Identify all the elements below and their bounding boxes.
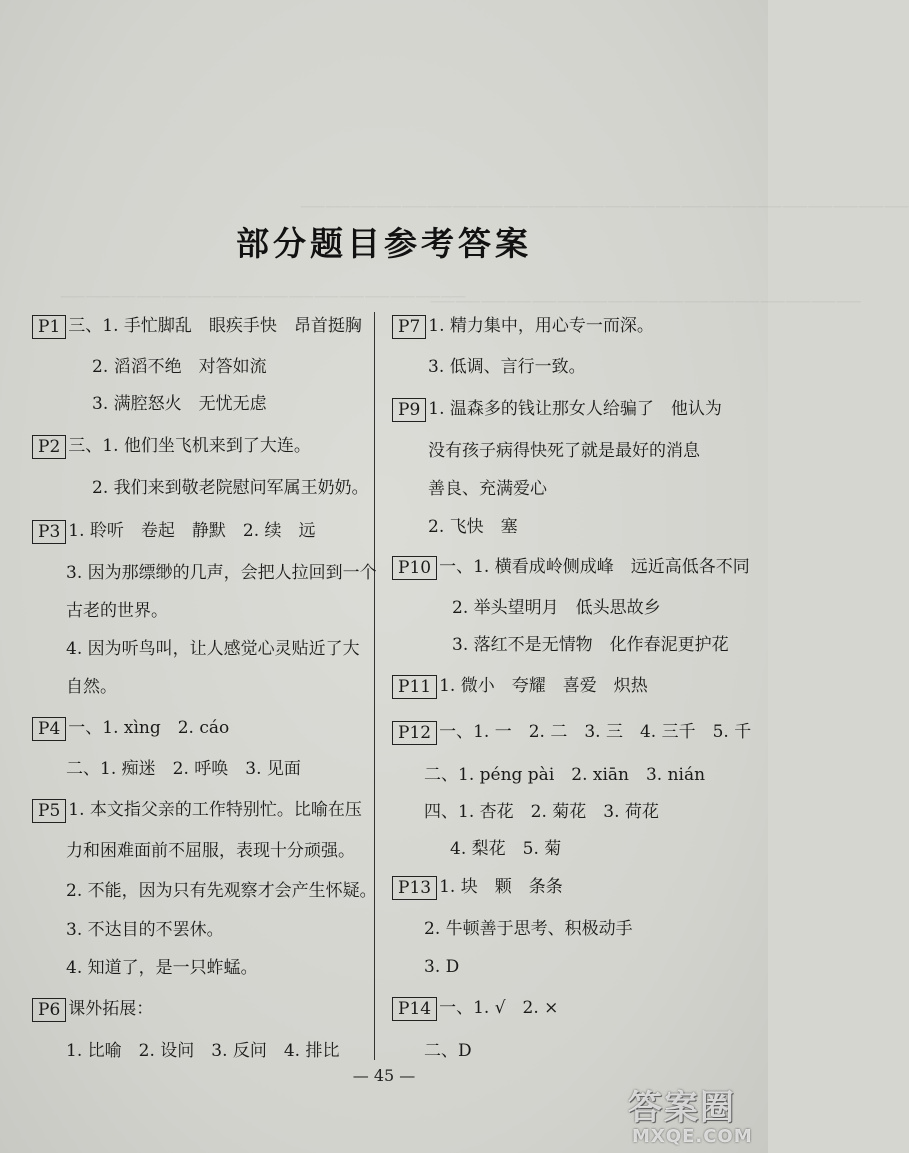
answer-line: 2. 牛顿善于思考、积极动手	[424, 919, 633, 939]
answer-line: 二、1. péng pài 2. xiān 3. nián	[424, 765, 706, 785]
answer-line: 古老的世界。	[66, 601, 168, 621]
bleed-through-text: ⸺⸺⸺⸺⸺⸺⸺⸺⸺⸺⸺⸺⸺⸺⸺⸺⸺	[430, 292, 862, 310]
answer-line: P7 1. 精力集中，用心专一而深。	[392, 315, 654, 339]
page-ref-tag: P3	[32, 520, 66, 544]
answer-line: P10 一、1. 横看成岭侧成峰 远近高低各不同	[392, 556, 750, 580]
answer-line: 4. 因为听鸟叫，让人感觉心灵贴近了大	[66, 639, 360, 659]
answer-line: P2 三、1. 他们坐飞机来到了大连。	[32, 435, 311, 459]
answer-line: 3. 低调、言行一致。	[428, 357, 586, 377]
answer-line: 2. 滔滔不绝 对答如流	[92, 357, 267, 377]
answer-line: 二、1. 痴迷 2. 呼唤 3. 见面	[66, 759, 301, 779]
site-watermark	[628, 1080, 766, 1150]
answer-line: 二、D	[424, 1041, 472, 1061]
answer-line: 2. 不能，因为只有先观察才会产生怀疑。	[66, 881, 377, 901]
page-ref-tag: P5	[32, 799, 66, 823]
page-ref-tag: P11	[392, 675, 437, 699]
answer-line: 自然。	[66, 677, 117, 697]
answer-line: P12 一、1. 一 2. 二 3. 三 4. 三千 5. 千	[392, 721, 751, 745]
page-ref-tag: P7	[392, 315, 426, 339]
answer-line: 2. 我们来到敬老院慰问军属王奶奶。	[92, 478, 369, 498]
answer-line: 3. 不达目的不罢休。	[66, 920, 224, 940]
answer-line: 3. 满腔怒火 无忧无虑	[92, 394, 267, 414]
answer-line: P9 1. 温森多的钱让那女人给骗了 他认为	[392, 398, 722, 422]
answer-line: 4. 梨花 5. 菊	[450, 839, 562, 859]
answer-line: 4. 知道了，是一只蚱蜢。	[66, 958, 258, 978]
page-title: 部分题目参考答案	[236, 224, 532, 263]
answer-line: P1 三、1. 手忙脚乱 眼疾手快 昂首挺胸	[32, 315, 362, 339]
answer-line: P6 课外拓展：	[32, 998, 153, 1022]
answer-line: 力和困难面前不屈服，表现十分顽强。	[66, 841, 355, 861]
answer-line: P11 1. 微小 夸耀 喜爱 炽热	[392, 675, 648, 699]
answer-line: P4 一、1. xìng 2. cáo	[32, 717, 229, 741]
bleed-through-text: ⸺⸺⸺⸺⸺⸺⸺⸺⸺⸺⸺⸺⸺⸺⸺⸺	[60, 287, 467, 305]
answer-line: P3 1. 聆听 卷起 静默 2. 续 远	[32, 520, 316, 544]
answer-line: P5 1. 本文指父亲的工作特别忙。比喻在压	[32, 799, 362, 823]
answer-line: 3. 落红不是无情物 化作春泥更护花	[452, 635, 729, 655]
answer-line: 1. 比喻 2. 设问 3. 反问 4. 排比	[66, 1041, 340, 1061]
page-ref-tag: P12	[392, 721, 437, 745]
column-divider	[374, 312, 375, 1060]
page-number: — 45 —	[352, 1066, 416, 1085]
watermark-url: MXQE.COM	[632, 1126, 753, 1147]
answer-line: P14 一、1. √ 2. ×	[392, 997, 558, 1021]
page-ref-tag: P14	[392, 997, 437, 1021]
page-ref-tag: P10	[392, 556, 437, 580]
page-ref-tag: P2	[32, 435, 66, 459]
answer-line: P13 1. 块 颗 条条	[392, 876, 563, 900]
page-ref-tag: P13	[392, 876, 437, 900]
page-ref-tag: P6	[32, 998, 66, 1022]
page-ref-tag: P4	[32, 717, 66, 741]
page-ref-tag: P1	[32, 315, 66, 339]
answer-line: 2. 举头望明月 低头思故乡	[452, 598, 661, 618]
answer-line: 善良、充满爱心	[428, 479, 547, 499]
answer-line: 2. 飞快 塞	[428, 517, 518, 537]
answer-line: 没有孩子病得快死了就是最好的消息	[428, 441, 700, 461]
bleed-through-text: ⸺⸺⸺⸺⸺⸺⸺⸺⸺⸺⸺⸺⸺⸺⸺⸺⸺⸺⸺⸺⸺⸺⸺⸺	[300, 197, 909, 215]
answer-line: 3. D	[424, 957, 460, 977]
answer-line: 四、1. 杏花 2. 菊花 3. 荷花	[424, 802, 659, 822]
page-ref-tag: P9	[392, 398, 426, 422]
watermark-logo-text: 答案圈	[628, 1088, 736, 1128]
answer-line: 3. 因为那缥缈的几声，会把人拉回到一个	[66, 563, 377, 583]
